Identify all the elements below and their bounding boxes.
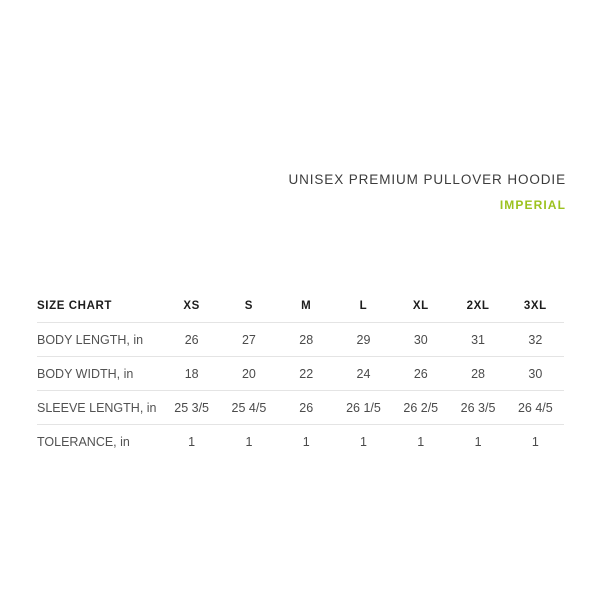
cell: 26 <box>163 323 220 357</box>
col-header-l: L <box>335 289 392 323</box>
cell: 26 <box>278 391 335 425</box>
units-toggle-imperial[interactable]: IMPERIAL <box>499 198 566 212</box>
col-header-xs: XS <box>163 289 220 323</box>
cell: 25 3/5 <box>163 391 220 425</box>
col-header-s: S <box>220 289 277 323</box>
cell: 27 <box>220 323 277 357</box>
cell: 28 <box>449 357 506 391</box>
row-label: BODY LENGTH, in <box>37 323 163 357</box>
col-header-2xl: 2XL <box>449 289 506 323</box>
table-row-tolerance <box>37 425 564 459</box>
table-row-sleeve-length <box>37 391 564 425</box>
cell: 26 4/5 <box>507 391 564 425</box>
cell: 31 <box>449 323 506 357</box>
cell: 20 <box>220 357 277 391</box>
table-row-body-length <box>37 323 564 357</box>
cell: 1 <box>531 434 539 449</box>
cell: 30 <box>392 323 449 357</box>
cell: 30 <box>507 357 564 391</box>
cell: 26 2/5 <box>392 391 449 425</box>
cell: 1 <box>474 434 482 449</box>
table-header-row <box>37 289 564 323</box>
col-header-xl: XL <box>392 289 449 323</box>
col-header-size-chart: SIZE CHART <box>37 289 163 323</box>
cell: 1 <box>188 434 196 449</box>
cell: 22 <box>278 357 335 391</box>
cell: 26 3/5 <box>449 391 506 425</box>
table-row-body-width <box>37 357 564 391</box>
col-header-m: M <box>278 289 335 323</box>
cell: 26 1/5 <box>335 391 392 425</box>
row-label: BODY WIDTH, in <box>37 357 163 391</box>
cell: 1 <box>360 434 367 449</box>
row-label: TOLERANCE, in <box>37 434 130 449</box>
cell: 28 <box>278 323 335 357</box>
product-title: UNISEX PREMIUM PULLOVER HOODIE <box>288 172 566 187</box>
cell: 29 <box>335 323 392 357</box>
cell: 1 <box>417 434 425 449</box>
size-guide-header <box>37 172 566 214</box>
cell: 25 4/5 <box>220 391 277 425</box>
size-chart-table <box>37 289 564 458</box>
cell: 32 <box>507 323 564 357</box>
cell: 1 <box>245 434 253 449</box>
cell: 24 <box>335 357 392 391</box>
cell: 26 <box>392 357 449 391</box>
col-header-3xl: 3XL <box>507 289 564 323</box>
row-label: SLEEVE LENGTH, in <box>37 391 163 425</box>
cell: 1 <box>302 434 310 449</box>
cell: 18 <box>163 357 220 391</box>
